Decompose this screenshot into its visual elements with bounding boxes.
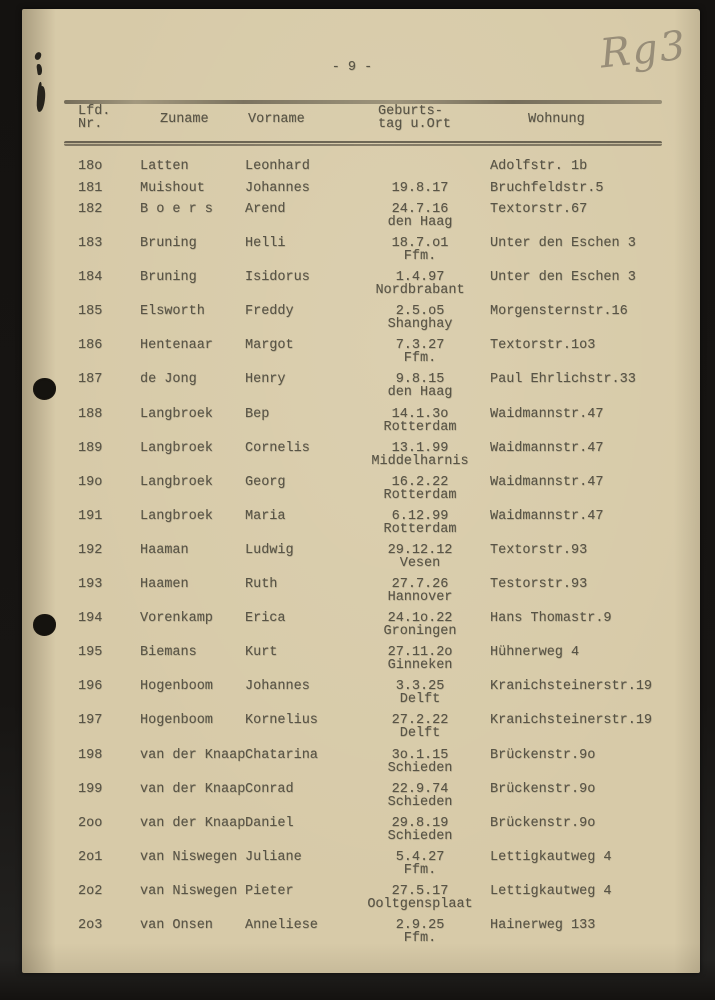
cell-wohnung: Brückenstr.9o xyxy=(490,815,596,831)
table-row xyxy=(22,305,700,339)
cell-zuname: Elsworth xyxy=(140,304,205,320)
cell-geburt xyxy=(355,442,485,468)
cell-zuname: Latten xyxy=(140,159,189,174)
cell-zuname: Hogenboom xyxy=(140,713,213,729)
cell-wohnung: Waidmannstr.47 xyxy=(490,406,604,422)
cell-geburtstag: 9.8.15 xyxy=(395,372,445,388)
cell-wohnung: Testorstr.93 xyxy=(490,577,588,593)
cell-geburt xyxy=(355,271,485,297)
cell-geburt xyxy=(355,612,485,638)
cell-geburtsort: Schieden xyxy=(387,760,453,776)
table-row xyxy=(22,783,700,817)
cell-geburtsort: Ooltgensplaat xyxy=(367,896,473,912)
cell-geburtsort: Schieden xyxy=(387,794,453,810)
column-header-vorname: Vorname xyxy=(248,112,305,127)
cell-geburt xyxy=(355,203,485,229)
cell-geburtstag: 13.1.99 xyxy=(391,440,449,456)
cell-geburt xyxy=(355,544,485,570)
cell-nr: 192 xyxy=(78,542,103,558)
cell-geburtsort: Rotterdam xyxy=(383,419,457,435)
cell-geburtsort: Rotterdam xyxy=(383,521,457,537)
cell-vorname: Ruth xyxy=(245,577,278,593)
cell-geburtstag: 24.7.16 xyxy=(391,202,449,217)
column-header-wohnung: Wohnung xyxy=(528,112,585,127)
hole-punch-top xyxy=(33,378,56,400)
cell-zuname: Haamen xyxy=(140,577,189,593)
table-row xyxy=(22,885,700,919)
cell-geburtsort: Groningen xyxy=(383,624,457,640)
cell-wohnung: Morgensternstr.16 xyxy=(490,304,628,320)
cell-vorname: Ludwig xyxy=(245,542,294,558)
table-row xyxy=(22,237,700,271)
cell-wohnung: Hans Thomastr.9 xyxy=(490,611,612,627)
cell-nr: 2o1 xyxy=(78,849,103,865)
cell-geburtstag: 19.8.17 xyxy=(391,180,449,196)
header-rule-bottom xyxy=(64,141,662,146)
cell-geburt xyxy=(355,510,485,536)
cell-geburtsort: Ffm. xyxy=(403,249,437,265)
cell-vorname: Daniel xyxy=(245,815,294,831)
cell-zuname: Vorenkamp xyxy=(140,611,213,627)
cell-vorname: Georg xyxy=(245,474,286,490)
cell-geburtsort: Ginneken xyxy=(387,658,453,674)
cell-vorname: Erica xyxy=(245,611,286,627)
cell-geburtsort: Ffm. xyxy=(403,351,437,367)
cell-vorname: Anneliese xyxy=(245,917,318,933)
cell-wohnung: Waidmannstr.47 xyxy=(490,440,604,456)
cell-geburtsort: Shanghay xyxy=(387,317,453,333)
cell-zuname: Langbroek xyxy=(140,508,213,524)
cell-wohnung: Unter den Eschen 3 xyxy=(490,236,636,252)
cell-vorname: Freddy xyxy=(245,304,294,320)
cell-geburtstag: 3o.1.15 xyxy=(391,747,449,763)
cell-geburt xyxy=(355,476,485,502)
cell-vorname: Chatarina xyxy=(245,747,318,763)
cell-nr: 199 xyxy=(78,781,103,797)
cell-vorname: Arend xyxy=(245,202,286,217)
cell-zuname: Bruning xyxy=(140,270,197,286)
cell-wohnung: Hainerweg 133 xyxy=(490,917,596,933)
cell-nr: 189 xyxy=(78,440,103,456)
cell-zuname: Haaman xyxy=(140,542,189,558)
cell-vorname: Cornelis xyxy=(245,440,310,456)
cell-zuname: van Niswegen xyxy=(140,883,238,899)
cell-zuname: van der Knaap xyxy=(140,815,246,831)
cell-geburtstag: 7.3.27 xyxy=(395,338,445,354)
cell-geburtsort: Middelharnis xyxy=(371,453,469,469)
cell-geburtsort: Hannover xyxy=(387,590,453,606)
cell-nr: 196 xyxy=(78,679,103,695)
cell-geburtsort: Ffm. xyxy=(403,862,437,878)
cell-wohnung: Bruchfeldstr.5 xyxy=(490,180,604,196)
cell-geburtstag: 2.5.o5 xyxy=(395,304,445,320)
cell-vorname: Bep xyxy=(245,406,270,422)
cell-geburt xyxy=(355,160,485,173)
column-header-lfd-line2: Nr. xyxy=(78,117,103,132)
cell-wohnung: Textorstr.93 xyxy=(490,542,588,558)
cell-geburtsort: Vesen xyxy=(399,555,441,571)
handwritten-mark: Rg3 xyxy=(597,22,690,78)
table-row xyxy=(22,749,700,783)
table-row xyxy=(22,544,700,578)
table-row xyxy=(22,612,700,646)
cell-geburtsort: Nordbrabant xyxy=(375,283,465,299)
cell-zuname: van Onsen xyxy=(140,917,213,933)
cell-geburtstag: 29.8.19 xyxy=(391,815,449,831)
table-row xyxy=(22,714,700,748)
cell-vorname: Johannes xyxy=(245,679,310,695)
cell-nr: 2o2 xyxy=(78,883,103,899)
column-header-lfd-line1: Lfd. xyxy=(78,104,111,119)
table-row xyxy=(22,510,700,544)
cell-geburtstag: 18.7.o1 xyxy=(391,236,449,252)
cell-zuname: Biemans xyxy=(140,645,197,661)
cell-geburtsort: Ffm. xyxy=(403,930,437,946)
cell-wohnung: Brückenstr.9o xyxy=(490,781,596,797)
table-row xyxy=(22,160,700,182)
cell-geburtstag: 24.1o.22 xyxy=(387,611,453,627)
cell-nr: 198 xyxy=(78,747,103,763)
cell-geburt xyxy=(355,783,485,809)
cell-wohnung: Waidmannstr.47 xyxy=(490,474,604,490)
cell-wohnung: Brückenstr.9o xyxy=(490,747,596,763)
cell-zuname: Hentenaar xyxy=(140,338,213,354)
cell-geburt xyxy=(355,680,485,706)
cell-zuname: van der Knaap xyxy=(140,747,246,763)
header-rule-top xyxy=(64,100,662,104)
cell-nr: 181 xyxy=(78,180,103,196)
cell-wohnung: Adolfstr. 1b xyxy=(490,159,588,174)
table-row xyxy=(22,182,700,204)
cell-zuname: Bruning xyxy=(140,236,197,252)
cell-geburt xyxy=(355,373,485,399)
cell-geburt xyxy=(355,885,485,911)
cell-geburtstag: 29.12.12 xyxy=(387,542,453,558)
table-row xyxy=(22,646,700,680)
cell-geburtsort: Schieden xyxy=(387,828,453,844)
cell-zuname: Hogenboom xyxy=(140,679,213,695)
cell-vorname: Juliane xyxy=(245,849,302,865)
cell-geburtstag: 1.4.97 xyxy=(395,270,445,286)
cell-nr: 188 xyxy=(78,406,103,422)
cell-geburtstag: 16.2.22 xyxy=(391,474,449,490)
cell-vorname: Margot xyxy=(245,338,294,354)
column-header-lfd-nr xyxy=(78,105,110,131)
cell-geburt xyxy=(355,578,485,604)
cell-geburt xyxy=(355,408,485,434)
cell-geburtsort: Delft xyxy=(399,726,441,742)
ink-blot-icon xyxy=(34,51,42,60)
cell-geburtsort: den Haag xyxy=(387,385,453,401)
cell-wohnung: Paul Ehrlichstr.33 xyxy=(490,372,636,388)
table-row xyxy=(22,919,700,953)
cell-geburtstag: 5.4.27 xyxy=(395,849,445,865)
cell-nr: 186 xyxy=(78,338,103,354)
cell-geburtstag: 14.1.3o xyxy=(391,406,449,422)
table-row xyxy=(22,851,700,885)
cell-zuname: van Niswegen xyxy=(140,849,238,865)
table-row xyxy=(22,408,700,442)
cell-nr: 185 xyxy=(78,304,103,320)
table-row xyxy=(22,339,700,373)
cell-zuname: Langbroek xyxy=(140,406,213,422)
cell-zuname: van der Knaap xyxy=(140,781,246,797)
column-header-geburt-line2: tag u.Ort xyxy=(378,117,451,132)
cell-nr: 194 xyxy=(78,611,103,627)
cell-zuname: Langbroek xyxy=(140,440,213,456)
cell-vorname: Pieter xyxy=(245,883,294,899)
cell-vorname: Kornelius xyxy=(245,713,318,729)
cell-geburt xyxy=(355,646,485,672)
cell-wohnung: Unter den Eschen 3 xyxy=(490,270,636,286)
cell-geburt xyxy=(355,919,485,945)
cell-geburt xyxy=(355,182,485,195)
cell-nr: 191 xyxy=(78,508,103,524)
cell-geburtstag: 27.7.26 xyxy=(391,577,449,593)
document-page xyxy=(22,9,700,973)
table-row xyxy=(22,373,700,407)
cell-zuname: de Jong xyxy=(140,372,197,388)
cell-zuname: B o e r s xyxy=(140,202,213,217)
cell-nr: 183 xyxy=(78,236,103,252)
cell-vorname: Kurt xyxy=(245,645,278,661)
cell-geburtstag: 27.2.22 xyxy=(391,713,449,729)
cell-vorname: Helli xyxy=(245,236,286,252)
cell-wohnung: Waidmannstr.47 xyxy=(490,508,604,524)
column-header-zuname: Zuname xyxy=(160,112,209,127)
cell-nr: 195 xyxy=(78,645,103,661)
cell-nr: 18o xyxy=(78,159,103,174)
cell-nr: 193 xyxy=(78,577,103,593)
cell-nr: 197 xyxy=(78,713,103,729)
cell-geburt xyxy=(355,714,485,740)
cell-zuname: Langbroek xyxy=(140,474,213,490)
column-header-geburt-line1: Geburts- xyxy=(378,104,443,119)
cell-nr: 2o3 xyxy=(78,917,103,933)
cell-geburtstag: 3.3.25 xyxy=(395,679,445,695)
cell-geburtstag: 27.5.17 xyxy=(391,883,449,899)
hole-punch-bottom xyxy=(33,614,56,636)
cell-geburt xyxy=(355,851,485,877)
cell-vorname: Leonhard xyxy=(245,159,310,174)
cell-geburtstag: 22.9.74 xyxy=(391,781,449,797)
cell-wohnung: Hühnerweg 4 xyxy=(490,645,580,661)
cell-geburtsort: Rotterdam xyxy=(383,487,457,503)
cell-wohnung: Kranichsteinerstr.19 xyxy=(490,679,653,695)
table-row xyxy=(22,476,700,510)
cell-vorname: Isidorus xyxy=(245,270,310,286)
cell-vorname: Maria xyxy=(245,508,286,524)
cell-vorname: Conrad xyxy=(245,781,294,797)
cell-geburtsort: Delft xyxy=(399,692,441,708)
cell-zuname: Muishout xyxy=(140,180,205,196)
table-row xyxy=(22,817,700,851)
table-row xyxy=(22,680,700,714)
cell-nr: 182 xyxy=(78,202,103,217)
cell-nr: 187 xyxy=(78,372,103,388)
page-number: - 9 - xyxy=(331,60,373,75)
cell-geburt xyxy=(355,305,485,331)
column-header-geburtstag xyxy=(378,105,451,131)
cell-nr: 19o xyxy=(78,474,103,490)
table-row xyxy=(22,442,700,476)
table-row xyxy=(22,203,700,237)
cell-wohnung: Kranichsteinerstr.19 xyxy=(490,713,653,729)
cell-wohnung: Lettigkautweg 4 xyxy=(490,883,612,899)
cell-geburtstag: 2.9.25 xyxy=(395,917,445,933)
cell-geburt xyxy=(355,749,485,775)
cell-wohnung: Textorstr.67 xyxy=(490,202,588,217)
cell-geburtstag: 6.12.99 xyxy=(391,508,449,524)
table-rows xyxy=(22,160,700,953)
table-row xyxy=(22,271,700,305)
cell-wohnung: Textorstr.1o3 xyxy=(490,338,596,354)
cell-vorname: Henry xyxy=(245,372,286,388)
cell-geburtsort: den Haag xyxy=(387,215,453,230)
cell-nr: 2oo xyxy=(78,815,103,831)
cell-geburtstag: 27.11.2o xyxy=(387,645,453,661)
cell-geburt xyxy=(355,817,485,843)
table-row xyxy=(22,578,700,612)
ink-blot-icon xyxy=(36,86,46,112)
cell-nr: 184 xyxy=(78,270,103,286)
cell-vorname: Johannes xyxy=(245,180,310,196)
cell-wohnung: Lettigkautweg 4 xyxy=(490,849,612,865)
cell-geburt xyxy=(355,339,485,365)
cell-geburt xyxy=(355,237,485,263)
